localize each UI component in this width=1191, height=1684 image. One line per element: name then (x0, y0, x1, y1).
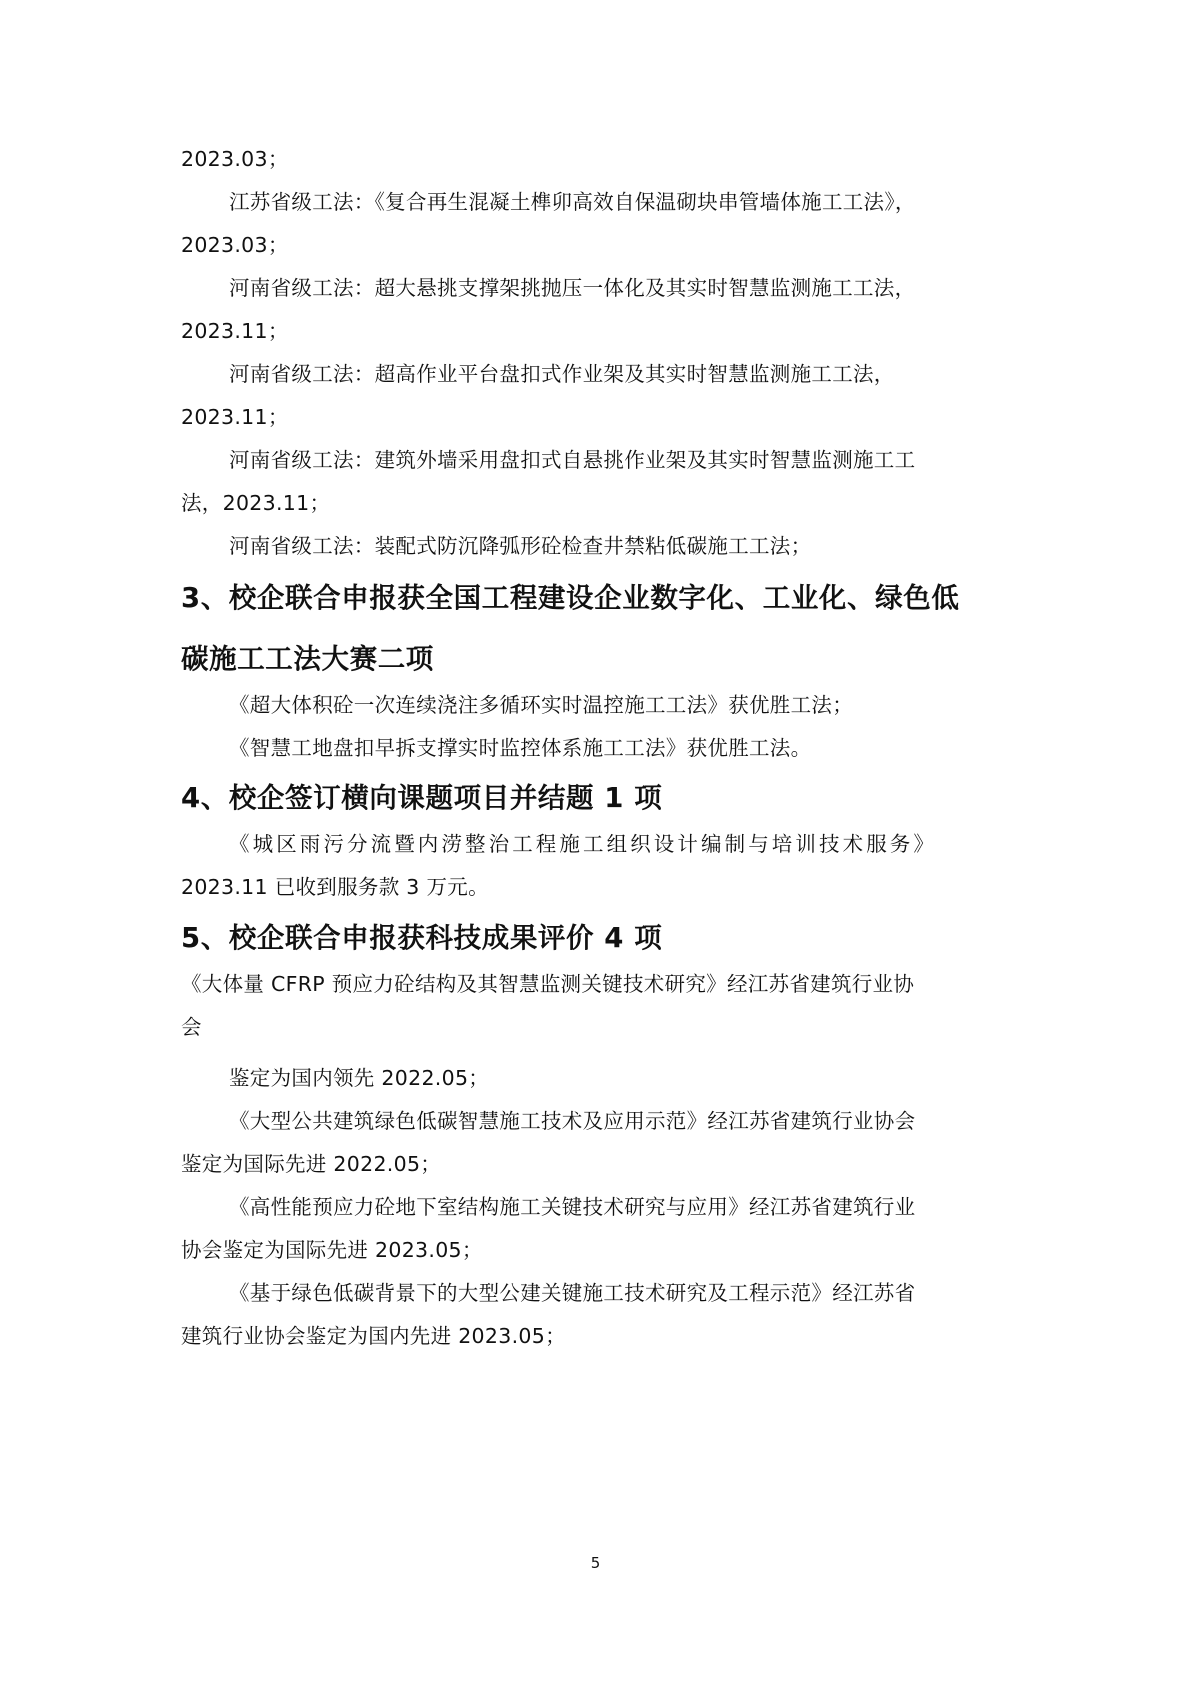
paragraph-line: 《大型公共建筑绿色低碳智慧施工技术及应用示范》经江苏省建筑行业协会 (229, 1109, 916, 1133)
paragraph-line: 2023.11； (181, 319, 289, 343)
paragraph-line: 法，2023.11； (181, 491, 331, 515)
paragraph-line: 《超大体积砼一次连续浇注多循环实时温控施工工法》获优胜工法； (229, 693, 853, 717)
section-heading-3: 3、校企联合申报获全国工程建设企业数字化、工业化、绿色低 (181, 582, 960, 614)
paragraph-line: 《城区雨污分流暨内涝整治工程施工组织设计编制与培训技术服务》 (229, 832, 937, 856)
paragraph-line: 《大体量 CFRP 预应力砼结构及其智慧监测关键技术研究》经江苏省建筑行业协 (181, 972, 915, 996)
paragraph-line: 鉴定为国际先进 2022.05； (181, 1152, 442, 1176)
paragraph-line: 《基于绿色低碳背景下的大型公建关键施工技术研究及工程示范》经江苏省 (229, 1281, 916, 1305)
paragraph-line: 2023.11 已收到服务款 3 万元。 (181, 875, 489, 899)
section-heading-4: 4、校企签订横向课题项目并结题 1 项 (181, 782, 663, 814)
section-heading-5: 5、校企联合申报获科技成果评价 4 项 (181, 922, 663, 954)
paragraph-line: 2023.03； (181, 147, 289, 171)
paragraph-line: 鉴定为国内领先 2022.05； (229, 1066, 490, 1090)
paragraph-line: 协会鉴定为国际先进 2023.05； (181, 1238, 483, 1262)
paragraph-line: 河南省级工法：装配式防沉降弧形砼检查井禁粘低碳施工工法； (229, 534, 812, 558)
paragraph-line: 会 (181, 1015, 202, 1039)
page-number: 5 (590, 1554, 601, 1572)
paragraph-line: 河南省级工法：建筑外墙采用盘扣式自悬挑作业架及其实时智慧监测施工工 (229, 448, 916, 472)
section-heading-3-continued: 碳施工工法大赛二项 (181, 643, 434, 675)
paragraph-line: 河南省级工法：超大悬挑支撑架挑抛压一体化及其实时智慧监测施工工法， (229, 276, 916, 300)
paragraph-line: 建筑行业协会鉴定为国内先进 2023.05； (181, 1324, 566, 1348)
paragraph-line: 《智慧工地盘扣早拆支撑实时监控体系施工工法》获优胜工法。 (229, 736, 812, 760)
paragraph-line: 《高性能预应力砼地下室结构施工关键技术研究与应用》经江苏省建筑行业 (229, 1195, 916, 1219)
paragraph-line: 江苏省级工法：《复合再生混凝土榫卯高效自保温砌块串管墙体施工工法》， (229, 190, 916, 214)
paragraph-line: 河南省级工法：超高作业平台盘扣式作业架及其实时智慧监测施工工法， (229, 362, 895, 386)
paragraph-line: 2023.03； (181, 233, 289, 257)
paragraph-line: 2023.11； (181, 405, 289, 429)
